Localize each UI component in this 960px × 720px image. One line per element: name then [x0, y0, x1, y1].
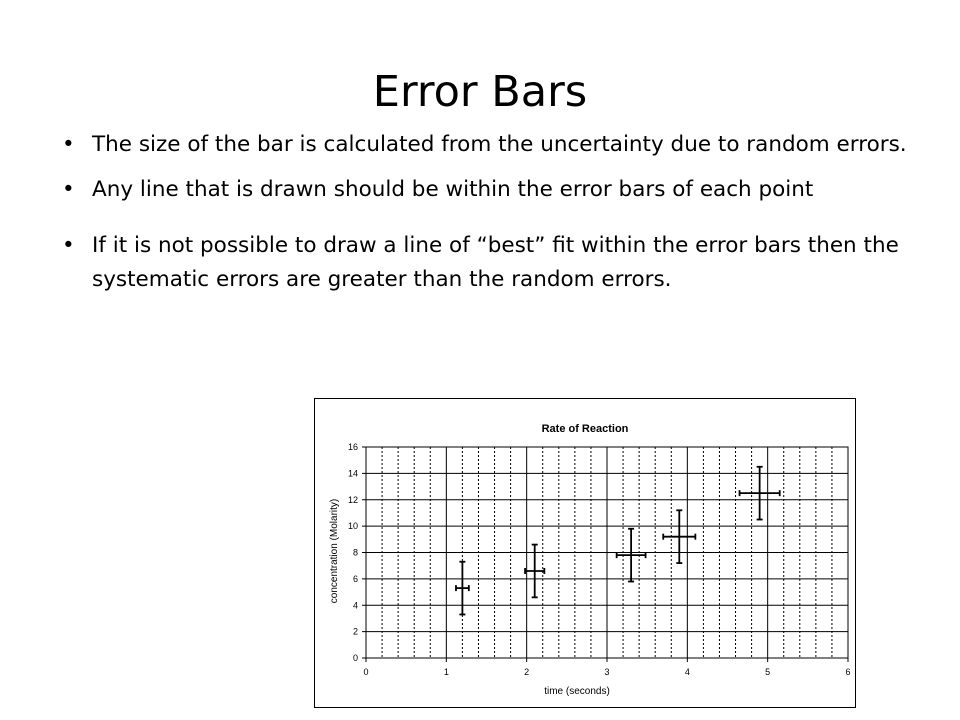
bullet-list	[62, 128, 912, 297]
bullet-text: If it is not possible to draw a line of “best” fit within the error bars then the systematic errors are greater than the random errors.	[92, 233, 899, 292]
data-point	[456, 562, 469, 615]
x-tick-label: 2	[524, 667, 530, 677]
bullet-text: The size of the bar is calculated from the uncertainty due to random errors.	[92, 132, 907, 157]
tick-label-layer	[348, 442, 851, 677]
y-tick-label: 8	[352, 547, 358, 558]
x-tick-label: 3	[604, 667, 610, 677]
bullet-item	[62, 128, 912, 162]
y-tick-label: 14	[347, 468, 358, 479]
y-tick-label: 10	[347, 521, 358, 532]
y-tick-label: 4	[352, 600, 358, 611]
bullet-dot: •	[62, 177, 75, 202]
data-point	[663, 510, 695, 563]
y-tick-label: 0	[352, 653, 358, 663]
y-tick-label: 12	[347, 494, 358, 505]
y-axis-label: concentration (Molarity)	[329, 498, 340, 604]
bullet-item	[62, 229, 912, 297]
grid-layer	[366, 447, 848, 658]
x-axis-label: time (seconds)	[544, 686, 610, 697]
x-tick-label: 6	[845, 667, 851, 677]
chart-title: Rate of Reaction	[541, 423, 629, 435]
x-tick-label: 5	[765, 667, 771, 677]
data-point	[617, 529, 646, 582]
slide-title: Error Bars	[372, 67, 588, 117]
y-tick-label: 2	[352, 626, 358, 637]
data-point	[740, 467, 780, 520]
rate-of-reaction-chart	[315, 399, 855, 707]
bullet-dot: •	[62, 132, 75, 157]
x-tick-label: 4	[684, 667, 690, 677]
chart-container	[314, 398, 856, 708]
y-tick-label: 16	[347, 442, 358, 452]
x-tick-label: 0	[363, 667, 369, 677]
bullet-item	[62, 173, 912, 207]
bullet-dot: •	[62, 233, 75, 258]
y-tick-label: 6	[352, 573, 358, 584]
x-tick-label: 1	[443, 667, 449, 677]
data-point-layer	[456, 467, 780, 615]
bullet-text: Any line that is drawn should be within the error bars of each point	[92, 177, 814, 202]
